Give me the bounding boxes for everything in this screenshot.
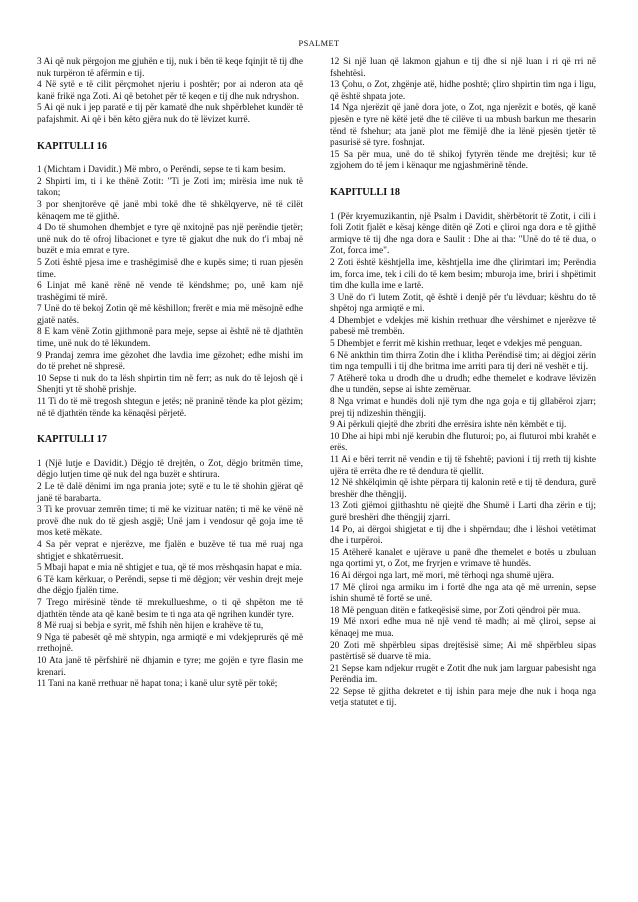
verse-paragraph: 13 Zoti gjëmoi gjithashtu në qiejtë dhe Shumë i Larti dha zërin e tij; gurë breshëri dhe thëngjij zjarri. xyxy=(330,501,596,523)
verse-paragraph: 7 Trego mirësinë tënde të mrekullueshme, o ti që shpëton me të djathtën tënde ata që kanë besim te ti nga ata që ngrihen kundër tyre. xyxy=(37,597,303,620)
verse-paragraph: 2 Zoti është kështjella ime, kështjella ime dhe çlirimtari im; Perëndia im, forca ime, tek i cili do të kem besim; mburoja ime, briri i shpëtimit tim dhe kulla ime e lartë. xyxy=(330,257,596,292)
verse-paragraph: 19 Më nxori edhe mua në një vend të madh; ai më çliroi, sepse ai kënaqej me mua. xyxy=(330,617,596,639)
verse-paragraph: 1 (Për kryemuzikantin, një Psalm i Davidit, shërbëtorit të Zotit, i cili i foli Zotit fjalët e kësaj kënge ditën që Zoti e çliroi nga dora e të gjithë armiqve të tij dhe nga dora e Saulit : Dhe ai tha: "Unë do të të dua, o Zot, forca ime". xyxy=(330,211,596,257)
verse-paragraph: 2 Le të dalë dënimi im nga prania jote; sytë e tu le të shohin gjërat që janë të barabarta. xyxy=(37,482,303,504)
verse-paragraph: 10 Sepse ti nuk do ta lësh shpirtin tim në ferr; as nuk do të lejosh që i Shenjti yt të shohë prishje. xyxy=(37,373,303,396)
chapter-heading: KAPITULLI 18 xyxy=(330,186,400,198)
verse-paragraph: 12 Si një luan që lakmon gjahun e tij dhe si një luan i ri që rri në fshehtësi. xyxy=(330,57,596,79)
verse-paragraph: 7 Atëherë toka u drodh dhe u drudh; edhe themelet e kodrave lëvizën dhe u tundën, sepse ai ishte zemëruar. xyxy=(330,373,596,396)
verse-paragraph: 2 Shpirti im, ti i ke thënë Zotit: "Ti je Zoti im; mirësia ime nuk të takon; xyxy=(37,176,303,199)
left-column xyxy=(37,57,303,691)
verse-paragraph: 1 (Michtam i Davidit.) Më mbro, o Perëndi, sepse te ti kam besim. xyxy=(37,165,286,176)
verse-paragraph: 6 Linjat më kanë rënë në vende të këndshme; po, unë kam një trashëgimi të mirë. xyxy=(37,281,303,303)
verse-paragraph: 8 Nga vrimat e hundës doli një tym dhe nga goja e tij gllabëroi zjarr; prej tij ndizeshin thëngjij. xyxy=(330,397,596,419)
verse-paragraph: 4 Dhembjet e vdekjes më kishin rrethuar dhe vërshimet e njerëzve të pabesë më trembën. xyxy=(330,315,596,338)
verse-paragraph: 15 Sa për mua, unë do të shikoj fytyrën tënde me drejtësi; kur të zgjohem do të jem i kënaqur me ngjashmërinë tënde. xyxy=(330,149,596,172)
verse-paragraph: 3 Unë do t'i lutem Zotit, që është i denjë për t'u lëvduar; kështu do të shpëtoj nga armiqtë e mi. xyxy=(330,292,596,315)
verse-paragraph: 5 Ai që nuk i jep paratë e tij për kamatë dhe nuk shpërblehet kundër të pafajshmit. Ai që i bën këto gjëra nuk do të lëvizet kurrë. xyxy=(37,103,303,125)
running-head: PSALMET xyxy=(298,39,340,48)
verse-paragraph: 12 Në shkëlqimin që ishte përpara tij kalonin retë e tij të dendura, gurë breshër dhe thëngjij. xyxy=(330,478,596,500)
verse-paragraph: 6 Në ankthin tim thirra Zotin dhe i klitha Perëndisë tim; ai dëgjoi zërin tim nga tempulli i tij dhe britma ime arriti para tij deri në veshët e tij. xyxy=(330,350,596,373)
verse-paragraph: 11 Tani na kanë rrethuar në hapat tona; i kanë ulur sytë për tokë; xyxy=(37,679,278,690)
verse-paragraph: 8 Më ruaj si bebja e syrit, më fshih nën hijen e krahëve të tu, xyxy=(37,621,264,632)
verse-paragraph: 20 Zoti më shpërbleu sipas drejtësisë sime; Ai më shpërbleu sipas pastërtisë së duarve të mia. xyxy=(330,640,596,663)
verse-paragraph: 9 Nga të pabesët që më shtypin, nga armiqtë e mi vdekjeprurës që më rrethojnë. xyxy=(37,632,303,655)
verse-paragraph: 21 Sepse kam ndjekur rrugët e Zotit dhe nuk jam larguar pabesisht nga Perëndia im. xyxy=(330,663,596,686)
verse-paragraph: 10 Ata janë të përfshirë në dhjamin e tyre; me gojën e tyre flasin me krenari. xyxy=(37,655,303,678)
verse-paragraph: 5 Zoti është pjesa ime e trashëgimisë dhe e kupës sime; ti ruan pjesën time. xyxy=(37,257,303,280)
verse-paragraph: 18 Më penguan ditën e fatkeqësisë sime, por Zoti qëndroi për mua. xyxy=(330,605,581,616)
verse-paragraph: 4 Sa për veprat e njerëzve, me fjalën e buzëve të tua më ruaj nga shtigjet e shkatërruesit. xyxy=(37,539,303,562)
verse-paragraph: 3 Ai që nuk përgojon me gjuhën e tij, nuk i bën të keqe fqinjit të tij dhe nuk turpëron të afërmin e tij. xyxy=(37,57,303,79)
verse-paragraph: 13 Çohu, o Zot, zhgënje atë, hidhe poshtë; çliro shpirtin tim nga i ligu, që është shpata jote. xyxy=(330,80,596,102)
verse-paragraph: 5 Dhembjet e ferrit më kishin rrethuar, leqet e vdekjes më penguan. xyxy=(330,339,583,350)
verse-paragraph: 22 Sepse të gjitha dekretet e tij ishin para meje dhe nuk i hoqa nga vetja statutet e tij. xyxy=(330,686,596,709)
right-column xyxy=(330,57,596,710)
verse-paragraph: 14 Nga njerëzit që janë dora jote, o Zot, nga njerëzit e botës, që kanë pjesën e tyre në këtë jetë dhe të cilëve ti ua mbush barkun me thesarin tënd të fshehur; ata janë plot me fëmijë dhe ia lënë pjesën tjetër të pasurisë së tyre. foshnjat. xyxy=(330,103,596,149)
verse-paragraph: 7 Unë do të bekoj Zotin që më këshillon; frerët e mia më mësojnë edhe gjatë natës. xyxy=(37,304,303,326)
verse-paragraph: 9 Ai përkuli qiejtë dhe zbriti dhe errësira ishte nën këmbët e tij. xyxy=(330,420,567,431)
verse-paragraph: 4 Do të shumohen dhembjet e tyre që nxitojnë pas një perëndie tjetër; unë nuk do të ofroj libacionet e tyre të gjakut dhe nuk do t'i mbaj në buzët e mia emrat e tyre. xyxy=(37,223,303,257)
verse-paragraph: 15 Atëherë kanalet e ujërave u panë dhe themelet e botës u zbuluan nga qortimi yt, o Zot, me fryrjen e vrimave të hundës. xyxy=(330,547,596,570)
verse-paragraph: 4 Në sytë e të cilit përçmohet njeriu i poshtër; por ai nderon ata që kanë frikë nga Zoti. Ai që betohet për të keqen e tij dhe nuk ndryshon. xyxy=(37,80,303,102)
verse-paragraph: 9 Prandaj zemra ime gëzohet dhe lavdia ime gëzohet; edhe mishi im do të prehet në shpresë. xyxy=(37,350,303,373)
verse-paragraph: 10 Dhe ai hipi mbi një kerubin dhe fluturoi; po, ai fluturoi mbi krahët e erës. xyxy=(330,431,596,454)
chapter-heading: KAPITULLI 17 xyxy=(37,434,107,446)
verse-paragraph: 17 Më çliroi nga armiku im i fortë dhe nga ata që më urrenin, sepse ishin shumë të fortë se unë. xyxy=(330,582,596,605)
verse-paragraph: 11 Ai e bëri territ në vendin e tij të fshehtë; pavioni i tij rreth tij kishte ujëra të errëta dhe re të dendura të qiellit. xyxy=(330,455,596,477)
verse-paragraph: 11 Ti do të më tregosh shtegun e jetës; në praninë tënde ka plot gëzim; në të djathtën tënde ka kënaqësi përjetë. xyxy=(37,397,303,419)
verse-paragraph: 14 Po, ai dërgoi shigjetat e tij dhe i shpërndau; dhe i lëshoi vetëtimat dhe i turpëroi. xyxy=(330,524,596,547)
verse-paragraph: 1 (Një lutje e Davidit.) Dëgjo të drejtën, o Zot, dëgjo britmën time, dëgjo lutjen time që nuk del nga buzët e shtirura. xyxy=(37,458,303,481)
verse-paragraph: 16 Ai dërgoi nga lart, më mori, më tërhoqi nga shumë ujëra. xyxy=(330,570,555,581)
verse-paragraph: 8 E kam vënë Zotin gjithmonë para meje, sepse ai është në të djathtën time, unë nuk do të lëkundem. xyxy=(37,327,303,350)
verse-paragraph: 3 por shenjtorëve që janë mbi tokë dhe të shkëlqyerve, në të cilët kënaqem me të gjithë. xyxy=(37,199,303,222)
verse-paragraph: 6 Të kam kërkuar, o Perëndi, sepse ti më dëgjon; vër veshin drejt meje dhe dëgjo fjalën time. xyxy=(37,574,303,597)
verse-paragraph: 3 Ti ke provuar zemrën time; ti më ke vizituar natën; ti më ke vënë në provë dhe nuk do të gjesh asgjë; Unë jam i vendosur që goja ime të mos ketë mëkate. xyxy=(37,505,303,539)
verse-paragraph: 5 Mbaji hapat e mia në shtigjet e tua, që të mos rrëshqasin hapat e mia. xyxy=(37,563,302,574)
chapter-heading: KAPITULLI 16 xyxy=(37,140,107,152)
